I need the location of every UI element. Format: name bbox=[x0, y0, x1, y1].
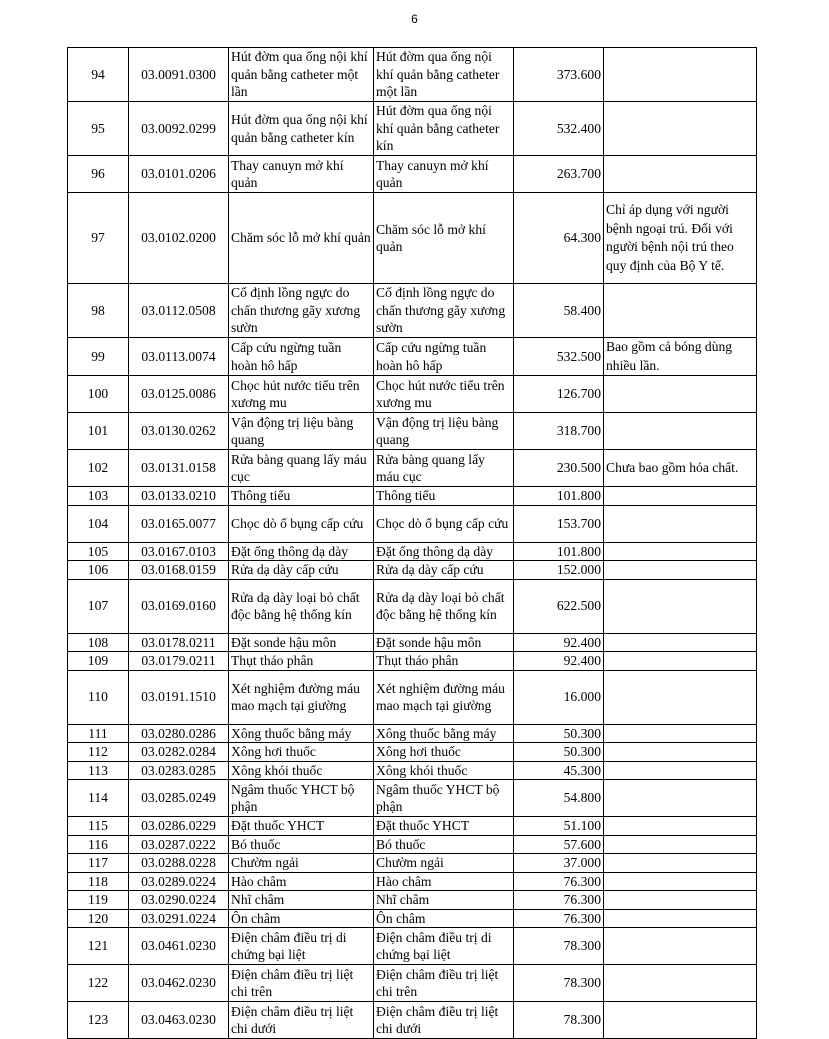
stt-cell: 98 bbox=[68, 284, 129, 338]
stt-cell: 104 bbox=[68, 505, 129, 542]
service-name-cell: Ôn châm bbox=[229, 909, 374, 928]
table-row bbox=[68, 928, 757, 965]
approved-name-cell: Điện châm điều trị di chứng bại liệt bbox=[374, 928, 514, 965]
service-code-cell: 03.0179.0211 bbox=[129, 652, 229, 671]
table-row bbox=[68, 413, 757, 450]
service-name-cell: Chườm ngải bbox=[229, 854, 374, 873]
price-cell: 92.400 bbox=[514, 652, 604, 671]
service-code-cell: 03.0168.0159 bbox=[129, 561, 229, 580]
approved-name-cell: Rửa dạ dày cấp cứu bbox=[374, 561, 514, 580]
service-name-cell: Vận động trị liệu bàng quang bbox=[229, 413, 374, 450]
stt-cell: 123 bbox=[68, 1002, 129, 1039]
table-row bbox=[68, 487, 757, 506]
price-cell: 37.000 bbox=[514, 854, 604, 873]
price-cell: 532.500 bbox=[514, 338, 604, 376]
price-cell: 51.100 bbox=[514, 817, 604, 836]
approved-name-cell: Xông hơi thuốc bbox=[374, 743, 514, 762]
service-code-cell: 03.0102.0200 bbox=[129, 193, 229, 284]
price-cell: 152.000 bbox=[514, 561, 604, 580]
price-cell: 373.600 bbox=[514, 48, 604, 102]
stt-cell: 115 bbox=[68, 817, 129, 836]
note-cell bbox=[604, 891, 757, 910]
service-code-cell: 03.0461.0230 bbox=[129, 928, 229, 965]
price-cell: 57.600 bbox=[514, 835, 604, 854]
approved-name-cell: Nhĩ châm bbox=[374, 891, 514, 910]
service-code-cell: 03.0165.0077 bbox=[129, 505, 229, 542]
approved-name-cell: Hút đờm qua ống nội khí quản bằng catheter một lần bbox=[374, 48, 514, 102]
stt-cell: 120 bbox=[68, 909, 129, 928]
approved-name-cell: Thụt tháo phân bbox=[374, 652, 514, 671]
service-name-cell: Rửa bàng quang lấy máu cục bbox=[229, 450, 374, 487]
approved-name-cell: Hút đờm qua ống nội khí quản bằng catheter kín bbox=[374, 102, 514, 156]
note-cell bbox=[604, 102, 757, 156]
approved-name-cell: Xét nghiệm đường máu mao mạch tại giường bbox=[374, 670, 514, 724]
service-name-cell: Cố định lồng ngực do chấn thương gãy xương sườn bbox=[229, 284, 374, 338]
service-name-cell: Rửa dạ dày cấp cứu bbox=[229, 561, 374, 580]
note-cell: Chỉ áp dụng với người bệnh ngoại trú. Đối với người bệnh nội trú theo quy định của Bộ Y tế. bbox=[604, 193, 757, 284]
note-cell bbox=[604, 633, 757, 652]
table-row bbox=[68, 193, 757, 284]
stt-cell: 114 bbox=[68, 780, 129, 817]
table-row bbox=[68, 542, 757, 561]
price-cell: 78.300 bbox=[514, 928, 604, 965]
note-cell bbox=[604, 761, 757, 780]
service-name-cell: Điện châm điều trị liệt chi dưới bbox=[229, 1002, 374, 1039]
note-cell: Chưa bao gồm hóa chất. bbox=[604, 450, 757, 487]
price-cell: 50.300 bbox=[514, 743, 604, 762]
approved-name-cell: Điện châm điều trị liệt chi dưới bbox=[374, 1002, 514, 1039]
approved-name-cell: Rửa bàng quang lấy máu cục bbox=[374, 450, 514, 487]
table-row bbox=[68, 561, 757, 580]
service-name-cell: Cấp cứu ngừng tuần hoàn hô hấp bbox=[229, 338, 374, 376]
stt-cell: 95 bbox=[68, 102, 129, 156]
table-row bbox=[68, 872, 757, 891]
service-name-cell: Chăm sóc lỗ mở khí quản bbox=[229, 193, 374, 284]
stt-cell: 94 bbox=[68, 48, 129, 102]
stt-cell: 109 bbox=[68, 652, 129, 671]
stt-cell: 113 bbox=[68, 761, 129, 780]
service-name-cell: Hút đờm qua ống nội khí quản bằng catheter kín bbox=[229, 102, 374, 156]
table-row bbox=[68, 376, 757, 413]
approved-name-cell: Cố định lồng ngực do chấn thương gãy xương sườn bbox=[374, 284, 514, 338]
note-cell bbox=[604, 542, 757, 561]
note-cell bbox=[604, 579, 757, 633]
service-name-cell: Bó thuốc bbox=[229, 835, 374, 854]
note-cell bbox=[604, 487, 757, 506]
stt-cell: 99 bbox=[68, 338, 129, 376]
approved-name-cell: Thay canuyn mở khí quản bbox=[374, 156, 514, 193]
table-row bbox=[68, 579, 757, 633]
note-cell bbox=[604, 835, 757, 854]
note-cell bbox=[604, 928, 757, 965]
note-cell bbox=[604, 376, 757, 413]
approved-name-cell: Rửa dạ dày loại bỏ chất độc bằng hệ thống kín bbox=[374, 579, 514, 633]
approved-name-cell: Chườm ngải bbox=[374, 854, 514, 873]
service-code-cell: 03.0178.0211 bbox=[129, 633, 229, 652]
stt-cell: 106 bbox=[68, 561, 129, 580]
stt-cell: 108 bbox=[68, 633, 129, 652]
price-cell: 16.000 bbox=[514, 670, 604, 724]
table-row bbox=[68, 743, 757, 762]
note-cell bbox=[604, 780, 757, 817]
note-cell bbox=[604, 743, 757, 762]
note-cell: Bao gồm cả bóng dùng nhiều lần. bbox=[604, 338, 757, 376]
note-cell bbox=[604, 909, 757, 928]
table-row bbox=[68, 48, 757, 102]
note-cell bbox=[604, 48, 757, 102]
stt-cell: 101 bbox=[68, 413, 129, 450]
service-code-cell: 03.0463.0230 bbox=[129, 1002, 229, 1039]
price-cell: 58.400 bbox=[514, 284, 604, 338]
service-code-cell: 03.0112.0508 bbox=[129, 284, 229, 338]
service-code-cell: 03.0092.0299 bbox=[129, 102, 229, 156]
price-cell: 78.300 bbox=[514, 1002, 604, 1039]
approved-name-cell: Ôn châm bbox=[374, 909, 514, 928]
service-name-cell: Xét nghiệm đường máu mao mạch tại giường bbox=[229, 670, 374, 724]
table-row bbox=[68, 338, 757, 376]
table-row bbox=[68, 835, 757, 854]
price-cell: 78.300 bbox=[514, 965, 604, 1002]
note-cell bbox=[604, 156, 757, 193]
approved-name-cell: Ngâm thuốc YHCT bộ phận bbox=[374, 780, 514, 817]
service-code-cell: 03.0101.0206 bbox=[129, 156, 229, 193]
note-cell bbox=[604, 561, 757, 580]
service-code-cell: 03.0282.0284 bbox=[129, 743, 229, 762]
approved-name-cell: Đặt ống thông dạ dày bbox=[374, 542, 514, 561]
table-row bbox=[68, 156, 757, 193]
price-cell: 50.300 bbox=[514, 724, 604, 743]
service-code-cell: 03.0125.0086 bbox=[129, 376, 229, 413]
price-cell: 76.300 bbox=[514, 909, 604, 928]
approved-name-cell: Chọc dò ổ bụng cấp cứu bbox=[374, 505, 514, 542]
approved-name-cell: Cấp cứu ngừng tuần hoàn hô hấp bbox=[374, 338, 514, 376]
table-row bbox=[68, 450, 757, 487]
price-cell: 64.300 bbox=[514, 193, 604, 284]
service-name-cell: Điện châm điều trị liệt chi trên bbox=[229, 965, 374, 1002]
stt-cell: 97 bbox=[68, 193, 129, 284]
table-body bbox=[68, 48, 757, 1039]
service-code-cell: 03.0169.0160 bbox=[129, 579, 229, 633]
note-cell bbox=[604, 505, 757, 542]
price-cell: 263.700 bbox=[514, 156, 604, 193]
service-code-cell: 03.0191.1510 bbox=[129, 670, 229, 724]
note-cell bbox=[604, 413, 757, 450]
table-row bbox=[68, 909, 757, 928]
service-code-cell: 03.0287.0222 bbox=[129, 835, 229, 854]
price-cell: 101.800 bbox=[514, 487, 604, 506]
table-row bbox=[68, 652, 757, 671]
service-name-cell: Xông khói thuốc bbox=[229, 761, 374, 780]
approved-name-cell: Bó thuốc bbox=[374, 835, 514, 854]
note-cell bbox=[604, 965, 757, 1002]
stt-cell: 112 bbox=[68, 743, 129, 762]
price-cell: 76.300 bbox=[514, 872, 604, 891]
table-row bbox=[68, 854, 757, 873]
price-cell: 92.400 bbox=[514, 633, 604, 652]
note-cell bbox=[604, 652, 757, 671]
approved-name-cell: Thông tiểu bbox=[374, 487, 514, 506]
stt-cell: 103 bbox=[68, 487, 129, 506]
service-code-cell: 03.0285.0249 bbox=[129, 780, 229, 817]
price-cell: 45.300 bbox=[514, 761, 604, 780]
service-name-cell: Chọc dò ổ bụng cấp cứu bbox=[229, 505, 374, 542]
table-row bbox=[68, 102, 757, 156]
service-name-cell: Nhĩ châm bbox=[229, 891, 374, 910]
service-name-cell: Đặt ống thông dạ dày bbox=[229, 542, 374, 561]
service-code-cell: 03.0113.0074 bbox=[129, 338, 229, 376]
approved-name-cell: Chăm sóc lỗ mở khí quản bbox=[374, 193, 514, 284]
price-cell: 532.400 bbox=[514, 102, 604, 156]
stt-cell: 122 bbox=[68, 965, 129, 1002]
approved-name-cell: Đặt thuốc YHCT bbox=[374, 817, 514, 836]
stt-cell: 121 bbox=[68, 928, 129, 965]
service-name-cell: Ngâm thuốc YHCT bộ phận bbox=[229, 780, 374, 817]
service-name-cell: Thụt tháo phân bbox=[229, 652, 374, 671]
stt-cell: 116 bbox=[68, 835, 129, 854]
note-cell bbox=[604, 724, 757, 743]
approved-name-cell: Chọc hút nước tiểu trên xương mu bbox=[374, 376, 514, 413]
service-name-cell: Rửa dạ dày loại bỏ chất độc bằng hệ thống kín bbox=[229, 579, 374, 633]
service-code-cell: 03.0091.0300 bbox=[129, 48, 229, 102]
service-code-cell: 03.0131.0158 bbox=[129, 450, 229, 487]
service-code-cell: 03.0130.0262 bbox=[129, 413, 229, 450]
service-code-cell: 03.0283.0285 bbox=[129, 761, 229, 780]
stt-cell: 117 bbox=[68, 854, 129, 873]
note-cell bbox=[604, 1002, 757, 1039]
service-name-cell: Hào châm bbox=[229, 872, 374, 891]
price-cell: 230.500 bbox=[514, 450, 604, 487]
table-row bbox=[68, 633, 757, 652]
service-code-cell: 03.0286.0229 bbox=[129, 817, 229, 836]
note-cell bbox=[604, 817, 757, 836]
stt-cell: 102 bbox=[68, 450, 129, 487]
stt-cell: 96 bbox=[68, 156, 129, 193]
service-name-cell: Chọc hút nước tiểu trên xương mu bbox=[229, 376, 374, 413]
service-name-cell: Xông hơi thuốc bbox=[229, 743, 374, 762]
price-cell: 76.300 bbox=[514, 891, 604, 910]
approved-name-cell: Đặt sonde hậu môn bbox=[374, 633, 514, 652]
page-number: 6 bbox=[411, 12, 418, 26]
service-code-cell: 03.0462.0230 bbox=[129, 965, 229, 1002]
table-row bbox=[68, 1002, 757, 1039]
service-name-cell: Hút đờm qua ống nội khí quản bằng catheter một lần bbox=[229, 48, 374, 102]
service-code-cell: 03.0288.0228 bbox=[129, 854, 229, 873]
table-row bbox=[68, 965, 757, 1002]
note-cell bbox=[604, 284, 757, 338]
approved-name-cell: Xông khói thuốc bbox=[374, 761, 514, 780]
stt-cell: 105 bbox=[68, 542, 129, 561]
service-name-cell: Đặt thuốc YHCT bbox=[229, 817, 374, 836]
stt-cell: 100 bbox=[68, 376, 129, 413]
service-name-cell: Xông thuốc bằng máy bbox=[229, 724, 374, 743]
service-name-cell: Đặt sonde hậu môn bbox=[229, 633, 374, 652]
price-cell: 318.700 bbox=[514, 413, 604, 450]
service-code-cell: 03.0291.0224 bbox=[129, 909, 229, 928]
approved-name-cell: Hào châm bbox=[374, 872, 514, 891]
table-row bbox=[68, 761, 757, 780]
table-row bbox=[68, 724, 757, 743]
note-cell bbox=[604, 872, 757, 891]
approved-name-cell: Xông thuốc bằng máy bbox=[374, 724, 514, 743]
service-code-cell: 03.0290.0224 bbox=[129, 891, 229, 910]
table-row bbox=[68, 891, 757, 910]
service-code-cell: 03.0289.0224 bbox=[129, 872, 229, 891]
table-row bbox=[68, 670, 757, 724]
table-row bbox=[68, 817, 757, 836]
stt-cell: 107 bbox=[68, 579, 129, 633]
stt-cell: 118 bbox=[68, 872, 129, 891]
price-cell: 126.700 bbox=[514, 376, 604, 413]
table-row bbox=[68, 505, 757, 542]
approved-name-cell: Vận động trị liệu bàng quang bbox=[374, 413, 514, 450]
service-name-cell: Thay canuyn mở khí quản bbox=[229, 156, 374, 193]
price-table bbox=[67, 47, 757, 1039]
price-cell: 622.500 bbox=[514, 579, 604, 633]
note-cell bbox=[604, 670, 757, 724]
service-name-cell: Điện châm điều trị di chứng bại liệt bbox=[229, 928, 374, 965]
price-cell: 101.800 bbox=[514, 542, 604, 561]
service-code-cell: 03.0280.0286 bbox=[129, 724, 229, 743]
service-code-cell: 03.0133.0210 bbox=[129, 487, 229, 506]
price-cell: 54.800 bbox=[514, 780, 604, 817]
note-cell bbox=[604, 854, 757, 873]
approved-name-cell: Điện châm điều trị liệt chi trên bbox=[374, 965, 514, 1002]
table-row bbox=[68, 284, 757, 338]
stt-cell: 110 bbox=[68, 670, 129, 724]
price-cell: 153.700 bbox=[514, 505, 604, 542]
stt-cell: 119 bbox=[68, 891, 129, 910]
table-row bbox=[68, 780, 757, 817]
stt-cell: 111 bbox=[68, 724, 129, 743]
service-code-cell: 03.0167.0103 bbox=[129, 542, 229, 561]
service-name-cell: Thông tiểu bbox=[229, 487, 374, 506]
